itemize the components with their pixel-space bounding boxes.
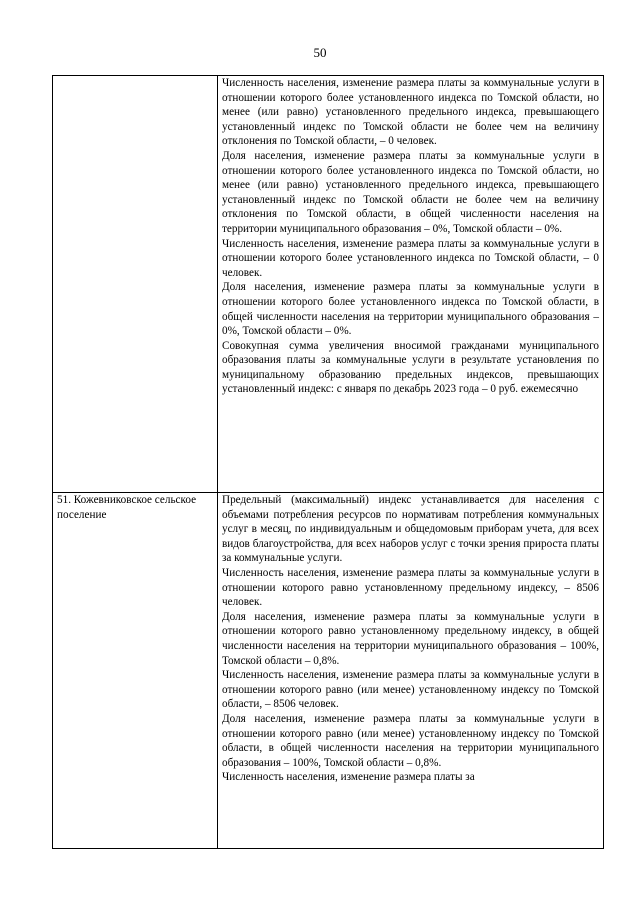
paragraph: Доля населения, изменение размера платы за коммунальные услуги в отношении которого более установленного индекса по Томской области, но менее (или равно) установленного предельного индекса, превышающего установленный индекс по Томской области не более чем на величину отклонения по Томской области, в общей численности населения на территории муниципального образования – 0%, Томской области – 0%.	[222, 149, 599, 235]
page-number: 50	[313, 45, 327, 60]
table-row	[53, 76, 604, 493]
description-cell	[218, 76, 604, 493]
paragraph: Численность населения, изменение размера платы за	[222, 771, 475, 784]
paragraph: Доля населения, изменение размера платы за коммунальные услуги в отношении которого равно (или менее) установленному индексу по Томской области, в общей численности населения на территории муниципального образования – 100%, Томской области – 0,8%.	[222, 712, 599, 769]
paragraph: Численность населения, изменение размера платы за коммунальные услуги в отношении которого равно (или менее) установленному индексу по Томской области, – 8506 человек.	[222, 669, 599, 711]
paragraph: Совокупная сумма увеличения вносимой гражданами муниципального образования платы за коммунальные услуги в результате установления по муниципальному образованию предельных индексов, превышающих установленный индекс: с января по декабрь 2023 года – 0 руб. ежемесячно	[222, 339, 599, 396]
paragraph: Численность населения, изменение размера платы за коммунальные услуги в отношении которого равно установленному предельному индексу, – 8506 человек.	[222, 566, 599, 609]
municipality-name-cell	[53, 76, 218, 493]
paragraph: Предельный (максимальный) индекс устанавливается для населения с объемами потребления ресурсов по нормативам потребления коммунальных услуг в месяц, по индивидуальным и общедомовым приборам учета, для всех видов благоустройства, для всех наборов услуг с точки зрения прироста платы за коммунальные услуги.	[222, 494, 599, 565]
indices-table	[52, 75, 604, 849]
table-row	[53, 493, 604, 849]
description-cell	[218, 493, 604, 849]
paragraph: Численность населения, изменение размера платы за коммунальные услуги в отношении которого более установленного индекса по Томской области, но менее (или равно) установленного предельного индекса, превышающего установленный индекс по Томской области не более чем на величину отклонения по Томской области, – 0 человек.	[222, 77, 599, 148]
paragraph: Численность населения, изменение размера платы за коммунальные услуги в отношении которого более установленного индекса по Томской области, – 0 человек.	[222, 237, 599, 279]
municipality-name-cell: 51. Кожевниковское сельское поселение	[53, 493, 218, 849]
paragraph: Доля населения, изменение размера платы за коммунальные услуги в отношении которого более установленного индекса по Томской области, в общей численности населения на территории муниципального образования – 0%, Томской области – 0%.	[222, 281, 599, 338]
paragraph: Доля населения, изменение размера платы за коммунальные услуги в отношении которого равно установленному предельному индексу, в общей численности населения на территории муниципального образования – 100%, Томской области – 0,8%.	[222, 610, 599, 667]
